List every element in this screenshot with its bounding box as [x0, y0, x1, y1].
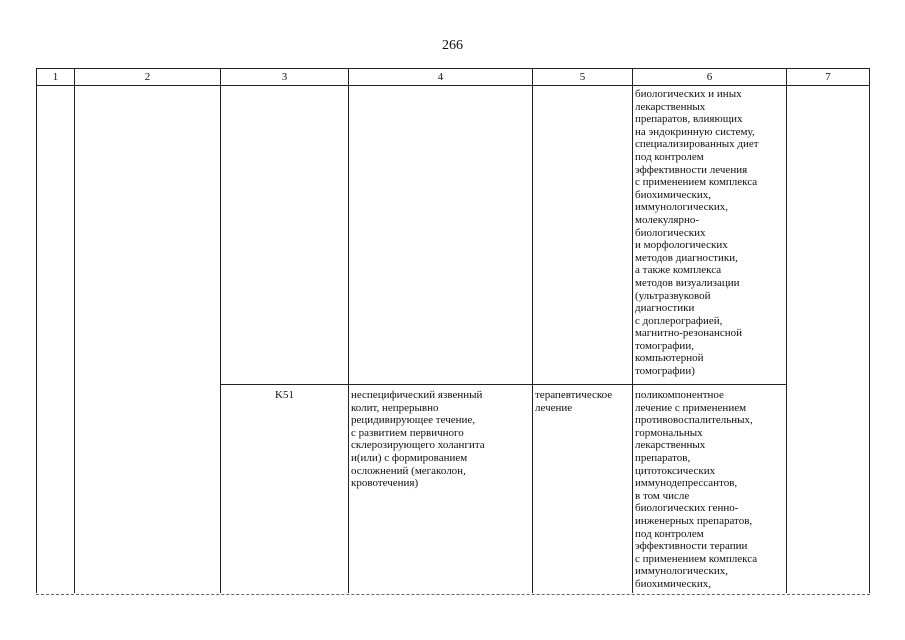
row2-col4-cell	[349, 385, 533, 593]
treatment-type-text: терапевтическое лечение	[535, 389, 613, 414]
page-number: 266	[442, 38, 463, 53]
header-col-1: 1	[37, 69, 75, 86]
treatment-method-text: поликомпонентное лечение с применением противовоспалительных, гормональных лекарственных препаратов, цитотоксических иммунодепрессантов, в том числе биологических генно- инженерных препаратов, под контролем эффективности терапии с применением комплекса иммунологических, биохимических,	[635, 389, 758, 590]
header-col-3: 3	[221, 69, 349, 86]
icd-code: K51	[275, 389, 294, 401]
row1-col4-cell	[349, 86, 533, 385]
row1-col1-cell	[37, 86, 75, 593]
header-row	[37, 69, 870, 86]
row1-col6-cell	[633, 86, 787, 385]
table-cut-edge	[36, 594, 870, 595]
row1-col5-cell	[533, 86, 633, 385]
row2-col3-cell	[221, 385, 349, 593]
header-col-2: 2	[75, 69, 221, 86]
medical-care-table	[36, 68, 870, 593]
row1-col2-cell	[75, 86, 221, 593]
header-col-5: 5	[533, 69, 633, 86]
row2-col5-cell	[533, 385, 633, 593]
header-col-7: 7	[787, 69, 870, 86]
treatment-method-text: биологических и иных лекарственных препаратов, влияющих на эндокринную систему, специализированных диет под контролем эффективности лечения с применением комплекса биохимических, иммунологических, молекулярно- биологических и морфологических методов диагностики, а также комплекса методов визуализации (ультразвуковой диагностики с доплерографией, магнитно-резонансной томографии, компьютерной томографии)	[635, 88, 759, 378]
row2-col6-cell	[633, 385, 787, 593]
header-col-6: 6	[633, 69, 787, 86]
diagnosis-text: неспецифический язвенный колит, непрерывно рецидивирующее течение, с развитием первичного склерозирующего холангита и(или) с формированием осложнений (мегаколон, кровотечения)	[351, 389, 485, 490]
row1-col7-cell	[787, 86, 870, 593]
header-col-4: 4	[349, 69, 533, 86]
table-row	[37, 86, 870, 385]
row1-col3-cell	[221, 86, 349, 385]
